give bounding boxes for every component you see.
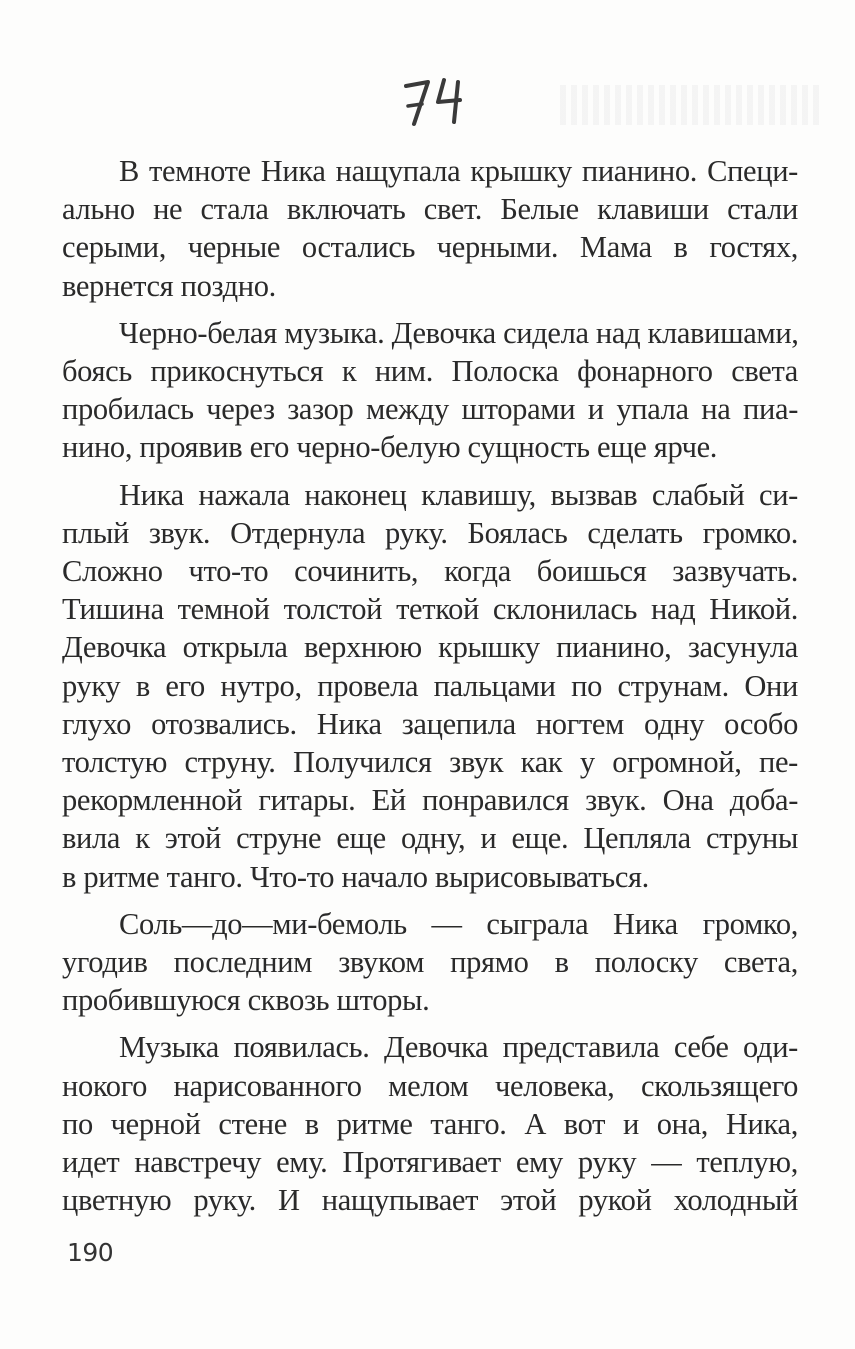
- text-line: Ника нажала наконец клавишу, вызвав слабый си-: [119, 477, 798, 512]
- show-through-text: [560, 85, 820, 125]
- text-line: идет навстречу ему. Протягивает ему руку — теплую,: [62, 1145, 798, 1180]
- text-line: цветную руку. И нащупывает этой рукой холодный: [62, 1183, 798, 1218]
- text-line: рекормленной гитары. Ей понравился звук. Она доба-: [62, 783, 798, 818]
- paragraph: [62, 1028, 798, 1219]
- text-line: Тишина темной толстой теткой склонилась над Никой.: [62, 592, 798, 627]
- text-line: руку в его нутро, провела пальцами по струнам. Они: [62, 668, 798, 703]
- body-text: [62, 152, 798, 1228]
- paragraph: [62, 905, 798, 1020]
- paragraph: [62, 152, 798, 305]
- text-line: Соль—до—ми-бемоль — сыграла Ника громко,: [119, 906, 798, 941]
- paragraph: [62, 476, 798, 896]
- text-line: серыми, черные остались черными. Мама в гостях,: [62, 230, 798, 265]
- text-line: В темноте Ника нащупала крышку пианино. Специ-: [119, 154, 798, 188]
- text-line: пробившуюся сквозь шторы.: [62, 983, 430, 1018]
- chapter-number: [400, 72, 470, 132]
- text-line: пробилась через зазор между шторами и упала на пиа-: [62, 392, 798, 427]
- text-line: глухо отозвались. Ника зацепила ногтем одну особо: [62, 706, 798, 741]
- page-number: 190: [67, 1238, 114, 1267]
- text-line: Сложно что-то сочинить, когда боишься зазвучать.: [62, 554, 798, 589]
- text-line: ально не стала включать свет. Белые клавиши стали: [62, 192, 798, 227]
- text-line: боясь прикоснуться к ним. Полоска фонарного света: [62, 354, 798, 389]
- text-line: вернется поздно.: [62, 268, 276, 303]
- text-line: по черной стене в ритме танго. А вот и она, Ника,: [62, 1106, 798, 1141]
- text-line: Девочка открыла верхнюю крышку пианино, засунула: [62, 630, 798, 665]
- text-line: плый звук. Отдернула руку. Боялась сделать громко.: [62, 515, 798, 550]
- text-line: Музыка появилась. Девочка представила себе оди-: [119, 1030, 798, 1065]
- text-line: в ритме танго. Что-то начало вырисовываться.: [62, 859, 649, 894]
- chapter-number-text: [470, 72, 471, 73]
- text-line: толстую струну. Получился звук как у огромной, пе-: [62, 745, 798, 780]
- text-line: Черно-белая музыка. Девочка сидела над клавишами,: [119, 315, 799, 350]
- handwritten-chapter-number-icon: [400, 72, 470, 132]
- text-line: нино, проявив его черно-белую сущность еще ярче.: [62, 430, 718, 465]
- text-line: вила к этой струне еще одну, и еще. Цепляла струны: [62, 821, 798, 856]
- text-line: нокого нарисованного мелом человека, скользящего: [62, 1068, 798, 1103]
- paragraph: [62, 314, 798, 467]
- text-line: угодив последним звуком прямо в полоску света,: [62, 945, 798, 980]
